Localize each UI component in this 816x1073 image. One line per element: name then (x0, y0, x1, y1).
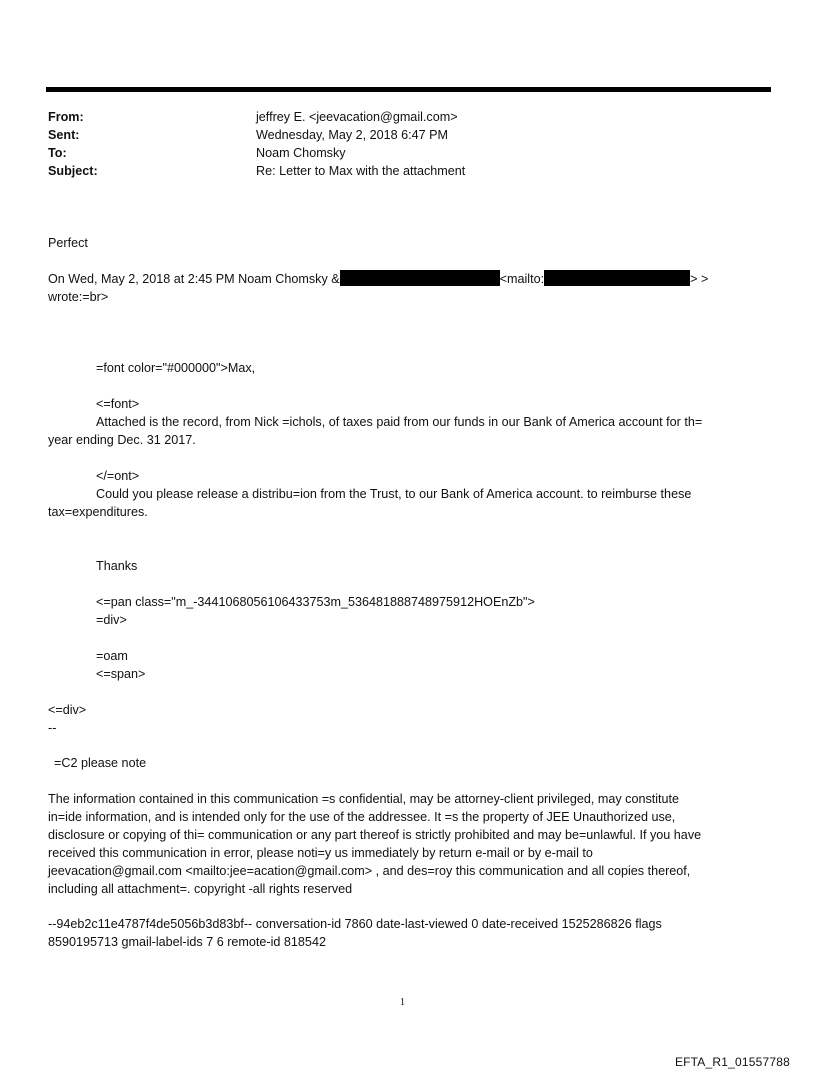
disclaimer-line-2: in=ide information, and is intended only for the use of the addressee. It =s the property of JEE Unauthorized use, (48, 810, 676, 824)
paragraph-1-line-1: Attached is the record, from Nick =ichols, of taxes paid from our funds in our Bank of America account for th= (96, 415, 703, 429)
quote-intro-a: On Wed, May 2, 2018 at 2:45 PM Noam Chomsky & (48, 272, 340, 286)
thanks-text: Thanks (96, 559, 138, 573)
disclaimer-line-1: The information contained in this communication =s confidential, may be attorney-client privileged, may constitute (48, 792, 680, 806)
oam-line: =oam (96, 649, 128, 663)
font-close: <=font> (96, 397, 140, 411)
from-label: From: (48, 110, 84, 124)
subject-value: Re: Letter to Max with the attachment (256, 164, 466, 178)
div-close: <=div> (48, 703, 87, 717)
quote-intro-b: <mailto: (499, 272, 545, 286)
ont-close: </=ont> (96, 469, 140, 483)
bates-number: EFTA_R1_01557788 (674, 1055, 790, 1069)
metadata-line-2: 8590195713 gmail-label-ids 7 6 remote-id 818542 (48, 935, 326, 949)
sent-label: Sent: (48, 128, 80, 142)
signature-dashes: -- (48, 721, 57, 735)
span-close: <=span> (96, 667, 146, 681)
from-value: jeffrey E. <jeevacation@gmail.com> (256, 110, 458, 124)
paragraph-1-line-2: year ending Dec. 31 2017. (48, 433, 196, 447)
reply-text: Perfect (48, 236, 88, 250)
sent-value: Wednesday, May 2, 2018 6:47 PM (256, 128, 449, 142)
disclaimer-line-5: jeevacation@gmail.com <mailto:jee=acation@gmail.com> , and des=roy this communication and all copies thereof, (48, 864, 691, 878)
paragraph-2-line-1: Could you please release a distribu=ion from the Trust, to our Bank of America account. to reimburse these (96, 487, 692, 501)
quote-intro-wrote: wrote:=br> (48, 290, 109, 304)
subject-label: Subject: (48, 164, 98, 178)
div-line: =div> (96, 613, 127, 627)
to-value: Noam Chomsky (256, 146, 346, 160)
span-line: <=pan class="m_-3441068056106433753m_536481888748975912HOEnZb"> (96, 595, 535, 609)
paragraph-2-line-2: tax=expenditures. (48, 505, 148, 519)
quote-intro-c: > > (690, 272, 709, 286)
disclaimer-line-4: received this communication in error, please noti=y us immediately by return e-mail or by e-mail to (48, 846, 593, 860)
please-note: =C2 please note (54, 756, 147, 770)
disclaimer-line-6: including all attachment=. copyright -all rights reserved (48, 882, 353, 896)
quote-intro (48, 270, 768, 288)
redaction-block (340, 270, 500, 286)
to-label: To: (48, 146, 67, 160)
metadata-line-1: --94eb2c11e4787f4de5056b3d83bf-- conversation-id 7860 date-last-viewed 0 date-received 1525286826 flags (48, 917, 662, 931)
disclaimer-line-3: disclosure or copying of thi= communication or any part thereof is strictly prohibited and may be=unlawful. If you have (48, 828, 702, 842)
page-number: 1 (400, 997, 405, 1008)
font-line: =font color="#000000">Max, (96, 361, 256, 375)
redaction-block (544, 270, 690, 286)
header-rule (46, 87, 771, 92)
